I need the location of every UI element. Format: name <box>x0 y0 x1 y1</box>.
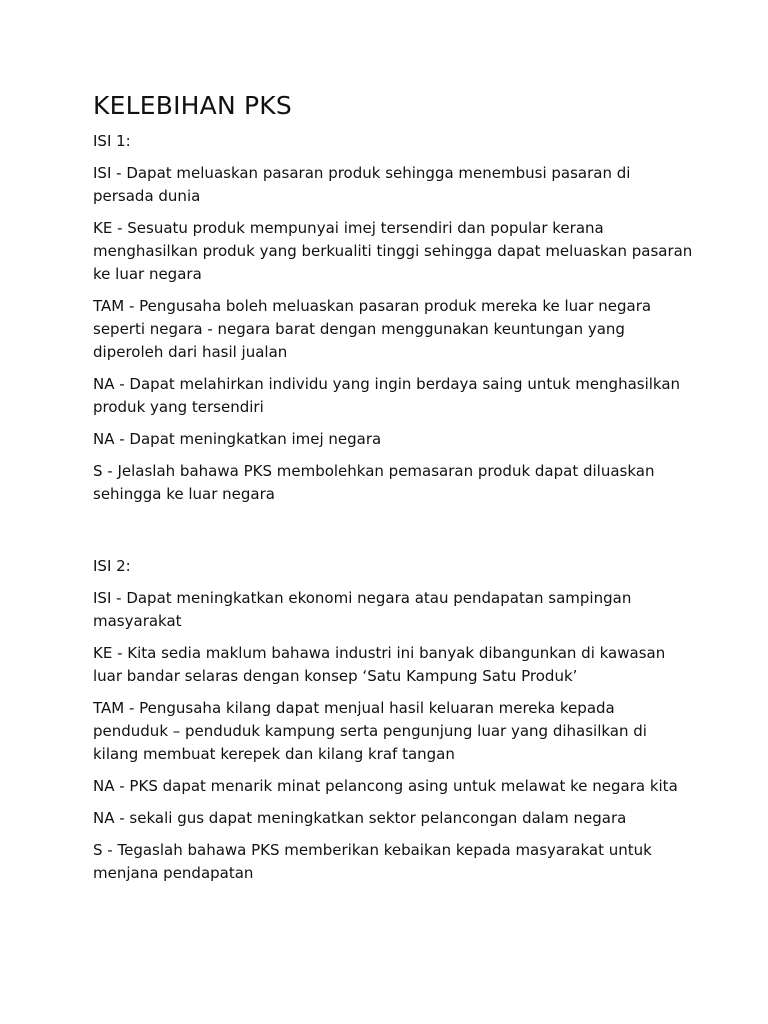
paragraph-na: NA - PKS dapat menarik minat pelancong asing untuk melawat ke negara kita <box>93 777 678 795</box>
paragraph-na: NA - sekali gus dapat meningkatkan sektor pelancongan dalam negara <box>93 809 627 827</box>
paragraph-na: NA - Dapat meningkatkan imej negara <box>93 430 382 448</box>
paragraph-tam: TAM - Pengusaha boleh meluaskan pasaran produk mereka ke luar negara seperti negara - negara barat dengan menggunakan keuntungan yang diperoleh dari hasil jualan <box>93 297 652 361</box>
paragraph-isi: ISI - Dapat meluaskan pasaran produk sehingga menembusi pasaran di persada dunia <box>93 164 631 205</box>
section-label: ISI 1: <box>93 132 131 150</box>
paragraph-ke: KE - Sesuatu produk mempunyai imej tersendiri dan popular kerana menghasilkan produk yang berkualiti tinggi sehingga dapat meluaskan pasaran ke luar negara <box>93 219 693 283</box>
document-page <box>93 88 693 894</box>
section-isi-1 <box>93 130 693 506</box>
paragraph-na: NA - Dapat melahirkan individu yang ingin berdaya saing untuk menghasilkan produk yang tersendiri <box>93 375 681 416</box>
section-isi-2 <box>93 555 693 885</box>
paragraph-isi: ISI - Dapat meningkatkan ekonomi negara atau pendapatan sampingan masyarakat <box>93 589 632 630</box>
document-title: KELEBIHAN PKS <box>93 91 292 120</box>
section-spacer <box>93 515 693 555</box>
section-label: ISI 2: <box>93 557 131 575</box>
paragraph-s: S - Jelaslah bahawa PKS membolehkan pemasaran produk dapat diluaskan sehingga ke luar negara <box>93 462 655 503</box>
paragraph-s: S - Tegaslah bahawa PKS memberikan kebaikan kepada masyarakat untuk menjana pendapatan <box>93 841 652 882</box>
paragraph-tam: TAM - Pengusaha kilang dapat menjual hasil keluaran mereka kepada penduduk – penduduk kampung serta pengunjung luar yang dihasilkan di kilang membuat kerepek dan kilang kraf tangan <box>93 699 647 763</box>
paragraph-ke: KE - Kita sedia maklum bahawa industri ini banyak dibangunkan di kawasan luar bandar selaras dengan konsep ‘Satu Kampung Satu Produk’ <box>93 644 666 685</box>
